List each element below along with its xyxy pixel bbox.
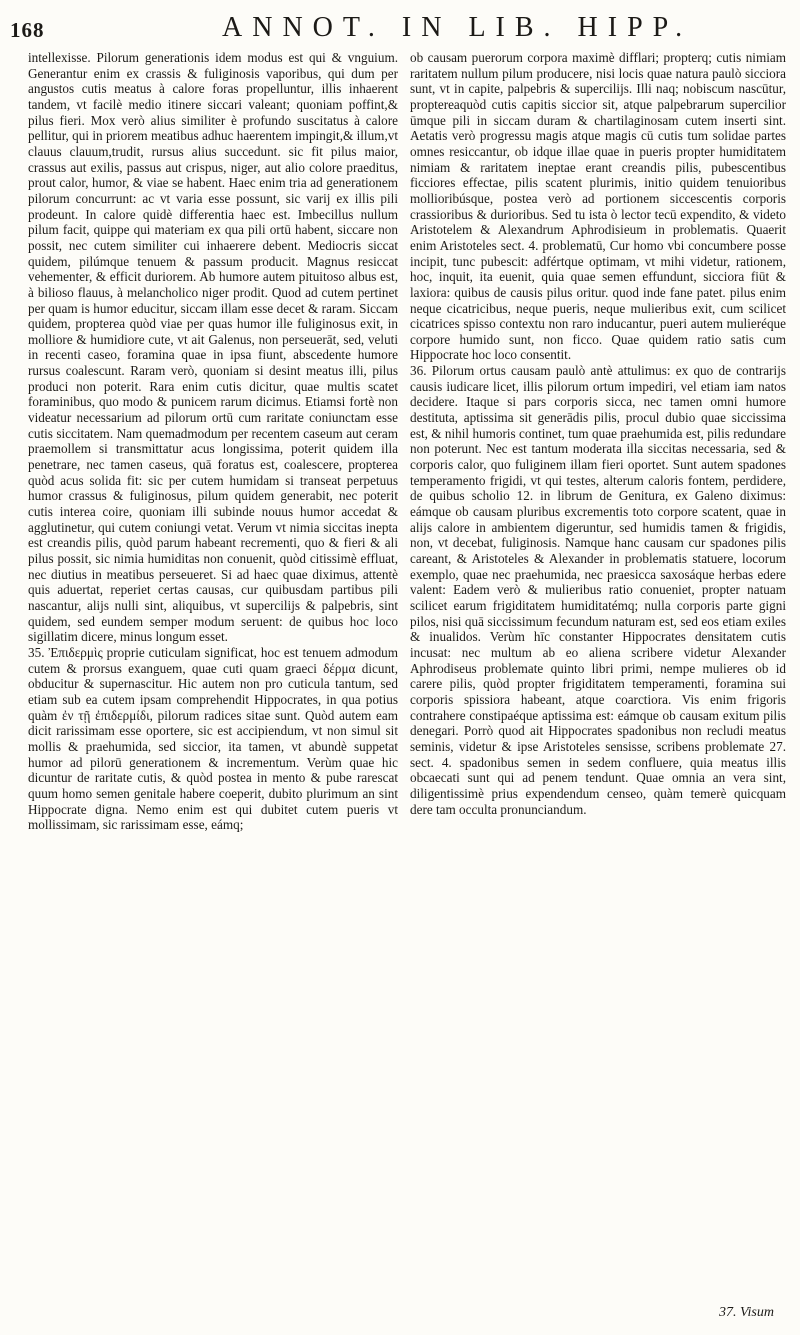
paragraph-36 [410, 363, 786, 817]
page-number: 168 [10, 18, 45, 42]
catchword: 37. Visum [719, 1305, 774, 1320]
section-number: 35. [28, 644, 45, 660]
paragraph-36-text: Pilorum ortus causam paulò antè attulimus: ex quo de contrarijs causis iudicare licet, illis pilorum ortum impediri, vel etiam iam natos decidere. Itaque si pars corporis sicca, nec tamen omni humore destituta, aptissima sit generādis pilis, procul dubio quae siccissima est, & nihil humoris continet, tum quae praehumida est, pilis redundare non poterunt. Nec est tantum moderata illa siccitas necessaria, sed & corporis calor, quo fuliginem illam fieri oportet. Sunt autem spadones temperamento frigidi, vt qui testes, alterum caloris fontem, perdidere, de quibus scholio 12. in librum de Genitura, ex Galeno diximus: eámque ob causam pluribus excrementis toto corpore scatent, quae in alijs calore in ambientem digeruntur, sed humidis tamen & frigidis, non, vt decebat, fuliginosis. Namque hanc causam cur spadones pilis careant, & Aristoteles & Alexander in problematis statuere, locorum exemplo, quae nec praehumida, nec praesicca saxosáque herbas edere valent: Eadem verò & mulieribus ratio conueniet, propter natuam scilicet earum frigiditatem humiditatémq; nulla corporis parte gigni pilos, nisi quā siccissimum fecundum naturam est, sed eos etiam exiles & inualidos. Verùm hīc constanter Hippocrates densitatem cutis incusat: nec multum ab eo aliena scribere videtur Alexander Aphrodiseus problemate quinto libri primi, nempe mulieres ob id carere pilis, quòd propter frigiditatem temperamenti, foramina sui corporis spissiora habeant, atque coarctiora. Vis enim frigoris contrahere constipaéque aptissima est: eámque ob causam exitum pilis denegari. Porrò quod ait Hippocrates spadonibus non recludi meatus seminis, videtur & ipse Aristoteles sensisse, scribens problemate 27. sect. 4. spadonibus semen in sedem confluere, quia meatus illis obcaecati sunt qui ad penem tendunt. Quae omnia an vera sint, diligentissimè prius expendendum censeo, quàm temerè quicquam dere tam occulta pronunciandum. [410, 363, 786, 817]
paragraph-35-text: proprie cuticulam significat, hoc est tenuem admodum cutem & prorsus exanguem, quae cuti quam graeci δέρμα dicunt, obducitur & supernascitur. Hic autem non pro cuticula tantum, sed etiam sub ea cutem ipsam comprehendit Hippocrates, in qua potius quàm ἐν τῇ ἐπιδερμίδι, pilorum radices sitae sunt. Quòd autem eam dicit rarissimam esse oportere, sic est accipiendum, vt non simul sit mollis & praehumida, sed siccior, ita tamen, vt abundè suppetat humor ad pilorū generationem & incrementum. Verùm quae hic dicuntur de raritate cutis, & quòd postea in mento & pube rarescat quum homo semen genitale habere coeperit, dubito plurimum an sint Hippocrate digna. Nemo enim est qui dubitet cutem pueris vt mollissimam, sic rarissimam esse, eámq; [28, 644, 398, 833]
section-number: 36. [410, 363, 427, 379]
paragraph-34-continued: intellexisse. Pilorum generationis idem modus est qui & vnguium. Generantur enim ex crassis & fuliginosis vaporibus, qui dum per angustos cutis meatus à calore foras propelluntur, illis inhaerent tandem, vt facilè medio itinere siccari valeant; quoniam poffint,& pilus fieri. Mox verò alius similiter è profundo suscitatus à calore pellitur, qui in priorem meatibus adhuc haerentem impingit,& illum,vt clauus clauum,trudit, rursus alius succedunt. sic fit pilus maior, crassus aut exilis, passus aut crispus, niger, aut alio colore praeditus, prout calor, humor, & viae se habent. Haec enim tria ad generationem pilorum concurrunt: ac vt varia esse possunt, sic varij ex illis pili prodeunt. In calore quidè differentia haec est. Imbecillus nullum pilum facit, quippe qui materiam ex qua pili ortū habent, siccare non possit, nec cutem similiter cui inhaerere debent. Mediocris siccat quidem, pilúmque tenuem & passum producit. Magnus resiccat vehementer, & efficit duriorem. Ab humore autem pituitoso albus est, à bilioso flauus, à melancholico niger prodit. Quod ad cutem pertinet per quam is humor educitur, siccam illam esse decet & raram. Siccam quidem, propterea quòd viae per quas humor ille fuliginosus exit, in molliore & humidiore cute, vt ait Galenus, non perseuerāt, sed, veluti in recenti caseo, foramina quae in ipsa fiunt, abscedente humore rursus coalescunt. Raram verò, quoniam si desint meatus illi, pilus produci non poterit. Rara enim cutis dicitur, quae multis scatet foraminibus, quo modo & punicem rarum dicimus. Etiamsi fortè non videatur necessarium ad pilorum ortū cum raritate coniunctam esse cutis siccitatem. Nam quemadmodum per recentem caseum aut ceram praemollem si transmittatur acus longissima, poterit quidem illa penetrare, nec tamen caseus, quā foratus est, coalescere, propterea quòd acus solida fit: sic per cutem humidam si transeat perpetuus humor crassus & fuliginosus, pilum quidem generabit, nec poterit cutis interea coire, quoniam illi subinde nouus humor accedat & agglutinetur, qui cutem coniungi vetat. Verum vt nimia siccitas inepta est creandis pilis, quòd parum habeant recrementi, quo & fieri & ali pilus possit, sic nimia humiditas non conuenit, quòd citissimè effluat, nec diutius in meatibus perseueret. Si ad haec quae diximus, attentè quis aduertat, reperiet certas causas, cur quibusdam partibus pili nascantur, alijs nulli sint, aliquibus, vt supercilijs & palpebris, sint quidem, sed eundem semper modum seruent: de quibus hoc loco sigillatim dicere, minus longum esset. [28, 50, 398, 645]
left-column [28, 50, 398, 1320]
paragraph-35 [28, 645, 398, 833]
page-header [0, 10, 800, 46]
paragraph-35-continued: ob causam puerorum corpora maximè difflari; propterq; cutis nimiam raritatem nullum pilum producere, nisi locis quae natura paulò sicciora sunt, vt in capite, palpebris & supercilijs. Illi naq; nobiscum nascūtur, proptereaquòd cutis capitis siccior sit, atque palpebrarum supercilior ūmque pili in siccam duram & chartilaginosam cutem inserti sint. Aetatis verò progressu magis atque magis cū cutis tum solidae partes omnes resiccantur, ob idque illae quae in pueris propter humiditatem nimiam & raritatem ineptae erant creandis pilis, pubescentibus ficciores effectae, pilis scatent plurimis, initio quidem tenuioribus mollioribúsque, postea verò ad portionem siccescentis corporis crassioribus & durioribus. Sed tu ista ò lector tecū expendito, & videto Aristotelem & Alexandrum Aphrodisieum in problematis. Quaerit enim Aristoteles sect. 4. problematū, Cur homo vbi concumbere posse incipit, tunc pubescit: adfértque optimam, vt mihi videtur, rationem, hoc, inquit, ita euenit, quia quae semen effundunt, sicciora fiūt & laxiora: quibus de causis pilus oritur. quod inde fane patet. pilus enim neque cicatricibus, neque pueris, neque mulieribus exit, cum scilicet cicatrices spisso contextu non raro inducantur, pueri autem mulieréque corpore humido sunt, non ficco. Quae quidem ratio satis cum Hippocrate hoc loco consentit. [410, 50, 786, 363]
running-title: ANNOT. IN LIB. HIPP. [222, 12, 693, 43]
greek-lemma: Ἐπιδερμὶς [48, 644, 103, 660]
right-column [410, 50, 786, 1320]
